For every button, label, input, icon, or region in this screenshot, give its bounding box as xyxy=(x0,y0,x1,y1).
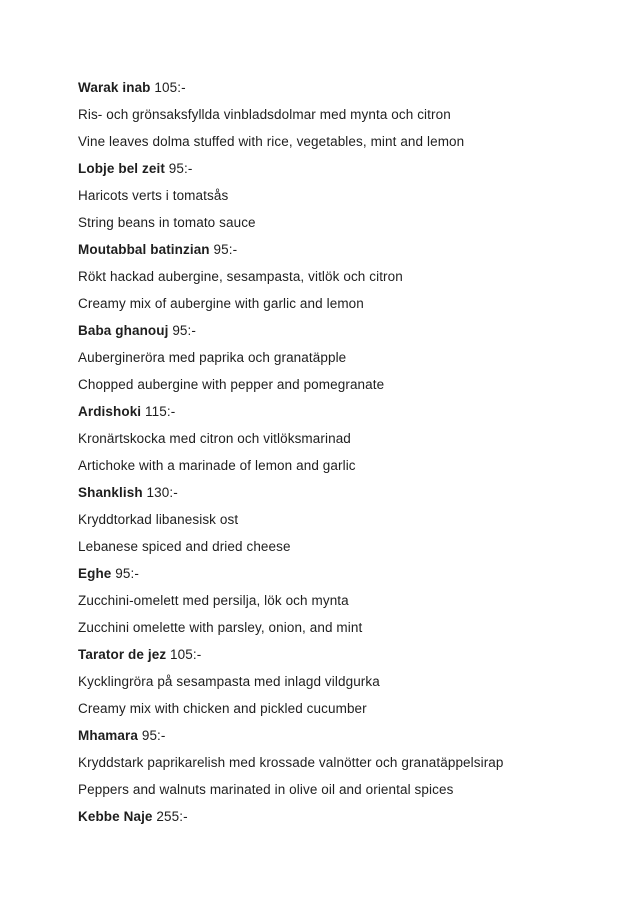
menu-item-description-swedish: Haricots verts i tomatsås xyxy=(78,188,229,203)
menu-item-name: Kebbe Naje xyxy=(78,809,153,824)
menu-item-description-english: Peppers and walnuts marinated in olive oil and oriental spices xyxy=(78,782,454,797)
menu-item-name: Shanklish xyxy=(78,485,143,500)
menu-item-name: Mhamara xyxy=(78,728,138,743)
menu-item-description-english: Chopped aubergine with pepper and pomegranate xyxy=(78,377,385,392)
menu-item xyxy=(78,317,600,398)
menu-item-description-english: Creamy mix with chicken and pickled cucumber xyxy=(78,701,367,716)
menu-item-description-swedish: Aubergineröra med paprika och granatäpple xyxy=(78,350,347,365)
menu-item-price: 95:- xyxy=(141,728,166,743)
menu-item-name: Warak inab xyxy=(78,80,151,95)
menu-item-description-swedish: Ris- och grönsaksfyllda vinbladsdolmar med mynta och citron xyxy=(78,107,451,122)
menu-item-price: 95:- xyxy=(168,161,193,176)
menu-item-name: Baba ghanouj xyxy=(78,323,169,338)
menu-item-title-line xyxy=(78,641,600,668)
menu-item-price: 130:- xyxy=(146,485,178,500)
menu-item xyxy=(78,74,600,155)
menu-item-description-swedish: Kryddtorkad libanesisk ost xyxy=(78,512,239,527)
menu-item xyxy=(78,479,600,560)
menu-item-description-swedish: Zucchini-omelett med persilja, lök och mynta xyxy=(78,593,349,608)
menu-item-name: Lobje bel zeit xyxy=(78,161,165,176)
menu-item-price: 105:- xyxy=(154,80,186,95)
menu-item xyxy=(78,722,600,803)
menu-item-title-line xyxy=(78,803,600,830)
menu-item xyxy=(78,236,600,317)
menu-item-title-line xyxy=(78,155,600,182)
menu-item-title-line xyxy=(78,560,600,587)
menu-item xyxy=(78,803,600,830)
menu-item-description-english: String beans in tomato sauce xyxy=(78,215,256,230)
menu-item-description-english: Artichoke with a marinade of lemon and garlic xyxy=(78,458,356,473)
menu-item-name: Moutabbal batinzian xyxy=(78,242,210,257)
menu-item-name: Ardishoki xyxy=(78,404,142,419)
menu-item-description-english: Vine leaves dolma stuffed with rice, vegetables, mint and lemon xyxy=(78,134,465,149)
menu-item-name: Eghe xyxy=(78,566,112,581)
menu-item-price: 115:- xyxy=(145,404,176,419)
menu-item-price: 95:- xyxy=(115,566,139,581)
menu-item-description-swedish: Kycklingröra på sesampasta med inlagd vildgurka xyxy=(78,674,380,689)
menu-item xyxy=(78,641,600,722)
menu-list xyxy=(78,74,600,830)
menu-item-description-swedish: Kryddstark paprikarelish med krossade valnötter och granatäppelsirap xyxy=(78,755,504,770)
menu-item-title-line xyxy=(78,398,600,425)
menu-item xyxy=(78,155,600,236)
menu-item-description-english: Lebanese spiced and dried cheese xyxy=(78,539,291,554)
menu-item-name: Tarator de jez xyxy=(78,647,167,662)
menu-item-price: 255:- xyxy=(156,809,188,824)
menu-item-price: 105:- xyxy=(170,647,202,662)
menu-item-description-english: Creamy mix of aubergine with garlic and lemon xyxy=(78,296,364,311)
menu-item-title-line xyxy=(78,236,600,263)
menu-item-description-english: Zucchini omelette with parsley, onion, and mint xyxy=(78,620,363,635)
menu-item-title-line xyxy=(78,722,600,749)
menu-item xyxy=(78,560,600,641)
menu-item xyxy=(78,398,600,479)
menu-item-description-swedish: Rökt hackad aubergine, sesampasta, vitlök och citron xyxy=(78,269,403,284)
menu-item-price: 95:- xyxy=(172,323,196,338)
menu-item-description-swedish: Kronärtskocka med citron och vitlöksmarinad xyxy=(78,431,351,446)
menu-item-title-line xyxy=(78,317,600,344)
menu-item-title-line xyxy=(78,74,600,101)
menu-item-title-line xyxy=(78,479,600,506)
menu-item-price: 95:- xyxy=(213,242,238,257)
